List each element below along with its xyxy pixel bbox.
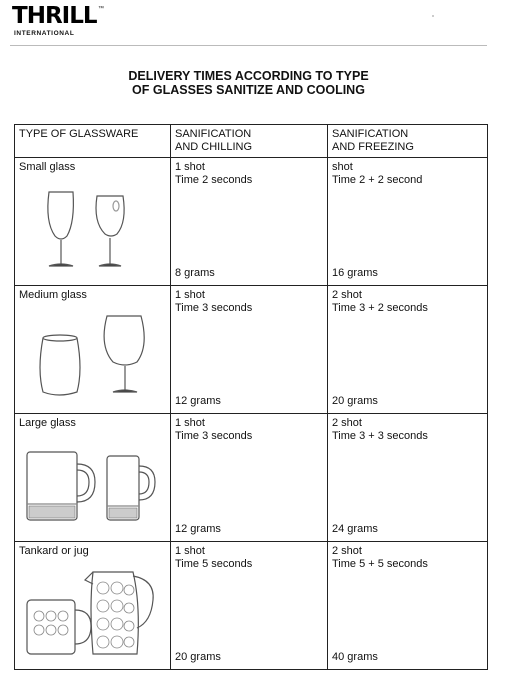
table-row xyxy=(15,158,488,286)
header-divider xyxy=(10,45,487,46)
glassware-name: Tankard or jug xyxy=(19,545,89,557)
jug-icon xyxy=(21,566,161,662)
tumbler-glass-icon xyxy=(21,310,151,402)
table-header-row xyxy=(15,125,488,158)
brand-logo: THRILL xyxy=(12,3,97,29)
glassware-cell xyxy=(15,414,171,542)
shot-count: 1 shot xyxy=(175,417,205,429)
beer-mug-icon xyxy=(21,438,161,530)
grams-value: 16 grams xyxy=(332,267,378,279)
table-row xyxy=(15,286,488,414)
grams-value: 12 grams xyxy=(175,395,221,407)
grams-value: 20 grams xyxy=(175,651,221,663)
chilling-cell xyxy=(171,414,328,542)
glassware-cell xyxy=(15,158,171,286)
brand-header xyxy=(12,3,104,37)
shot-time: Time 3 seconds xyxy=(175,302,253,314)
wine-glass-icon xyxy=(21,182,141,274)
brand-subtitle: INTERNATIONAL xyxy=(14,30,75,37)
header-freezing: SANIFICATION AND FREEZING xyxy=(328,125,488,158)
shot-count: shot xyxy=(332,161,353,173)
title-line-2: OF GLASSES SANITIZE AND COOLING xyxy=(132,83,365,97)
glassware-name: Small glass xyxy=(19,161,76,173)
shot-count: 1 shot xyxy=(175,289,205,301)
glassware-cell xyxy=(15,286,171,414)
title-line-1: DELIVERY TIMES ACCORDING TO TYPE xyxy=(128,69,369,83)
page-title xyxy=(0,69,497,97)
shot-time: Time 3 seconds xyxy=(175,430,253,442)
shot-count: 1 shot xyxy=(175,161,205,173)
shot-time: Time 3 + 2 seconds xyxy=(332,302,428,314)
header-chilling: SANIFICATION AND CHILLING xyxy=(171,125,328,158)
chilling-cell xyxy=(171,542,328,670)
freezing-cell xyxy=(328,286,488,414)
grams-value: 20 grams xyxy=(332,395,378,407)
shot-time: Time 2 + 2 second xyxy=(332,174,423,186)
chilling-cell xyxy=(171,286,328,414)
header-glassware-type: TYPE OF GLASSWARE xyxy=(15,125,171,158)
shot-time: Time 5 seconds xyxy=(175,558,253,570)
glassware-name: Large glass xyxy=(19,417,76,429)
grams-value: 40 grams xyxy=(332,651,378,663)
table-row xyxy=(15,414,488,542)
shot-time: Time 2 seconds xyxy=(175,174,253,186)
chilling-cell xyxy=(171,158,328,286)
freezing-cell xyxy=(328,542,488,670)
freezing-cell xyxy=(328,158,488,286)
delivery-times-table xyxy=(14,124,488,670)
shot-count: 1 shot xyxy=(175,545,205,557)
shot-count: 2 shot xyxy=(332,417,362,429)
shot-time: Time 5 + 5 seconds xyxy=(332,558,428,570)
grams-value: 24 grams xyxy=(332,523,378,535)
glassware-name: Medium glass xyxy=(19,289,87,301)
glassware-cell xyxy=(15,542,171,670)
freezing-cell xyxy=(328,414,488,542)
grams-value: 12 grams xyxy=(175,523,221,535)
table-row xyxy=(15,542,488,670)
trademark-mark: ™ xyxy=(98,6,104,12)
shot-time: Time 3 + 3 seconds xyxy=(332,430,428,442)
shot-count: 2 shot xyxy=(332,289,362,301)
grams-value: 8 grams xyxy=(175,267,215,279)
scan-speck xyxy=(432,15,434,17)
shot-count: 2 shot xyxy=(332,545,362,557)
